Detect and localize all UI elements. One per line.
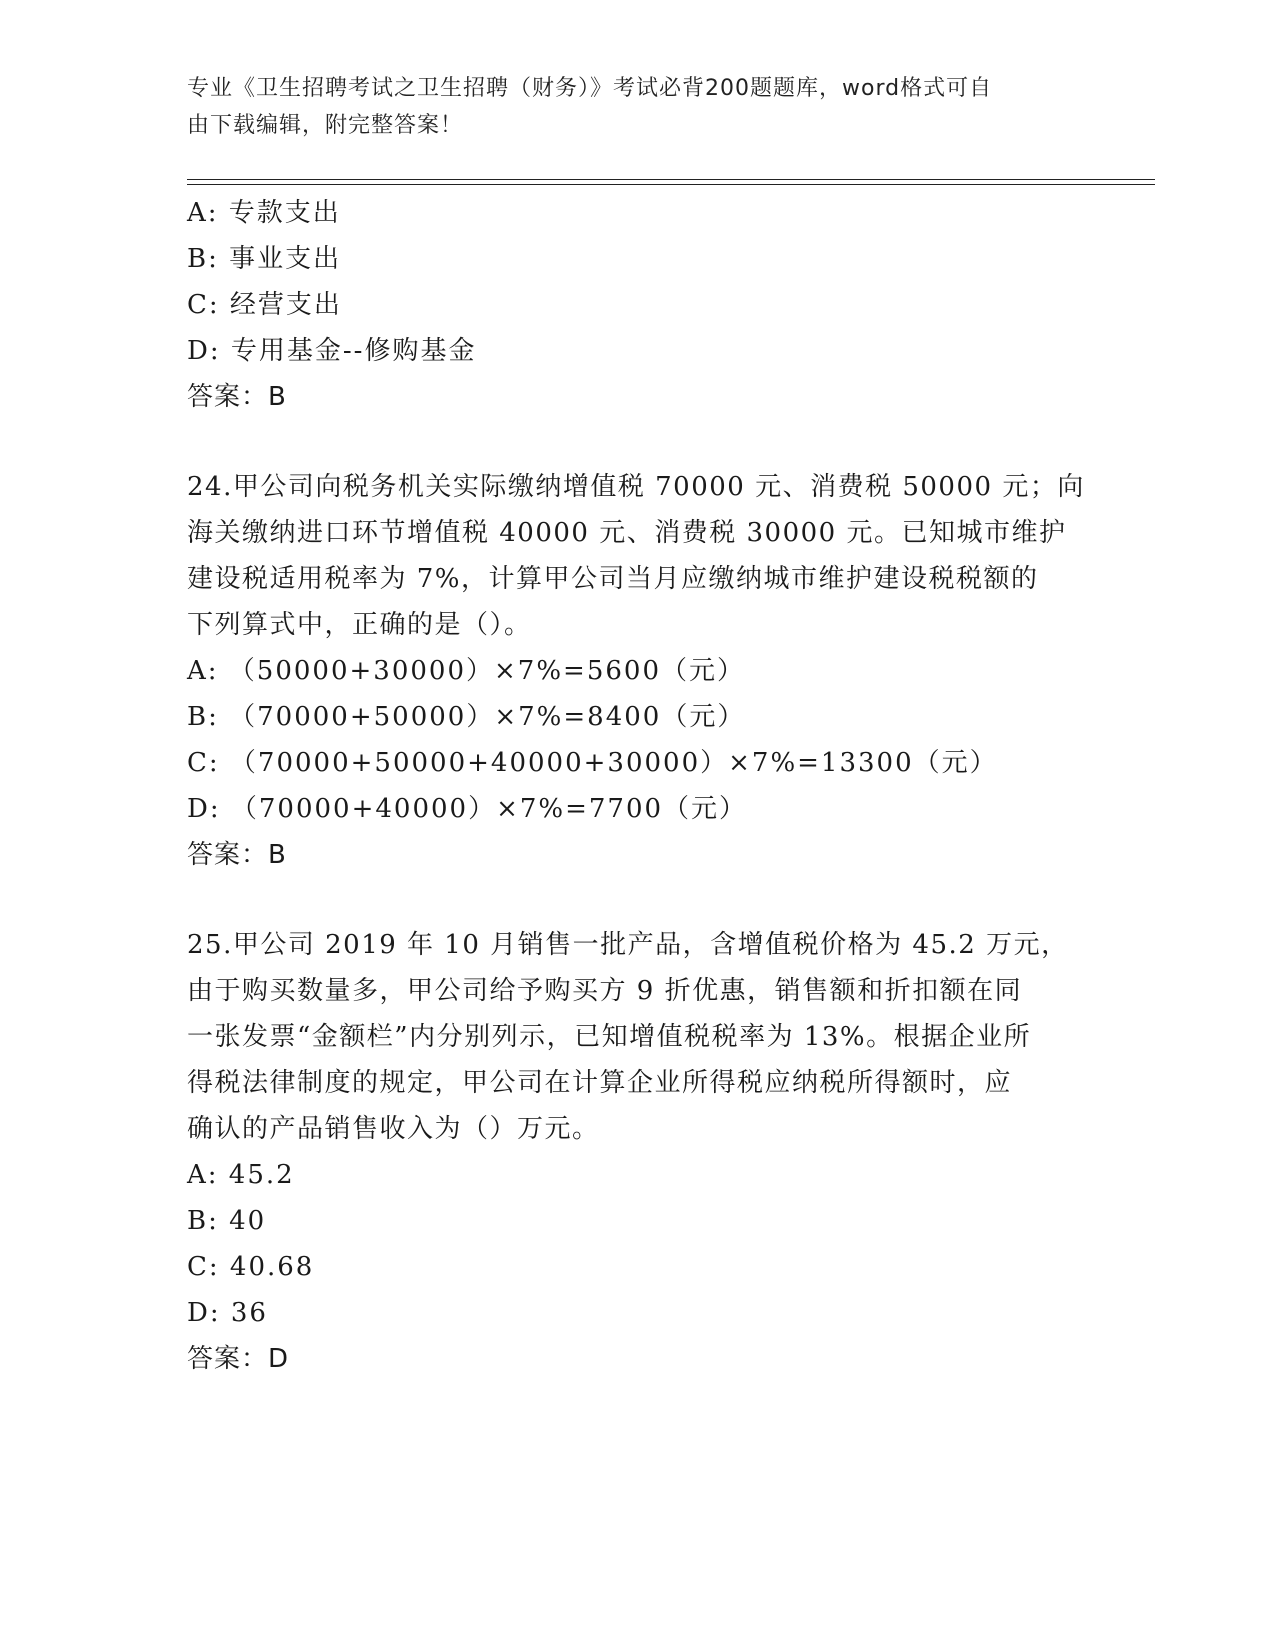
question-24-block [187, 464, 1087, 878]
document-header [187, 70, 1067, 144]
option-b: B: 40 [187, 1206, 267, 1236]
answer-line: 答案：D [187, 1344, 290, 1374]
option-a: A: 45.2 [187, 1160, 295, 1190]
option-d: D: 专用基金--修购基金 [187, 336, 477, 366]
header-line-1: 专业《卫生招聘考试之卫生招聘（财务）》考试必背200题题库，word格式可自 [187, 76, 993, 101]
question-line: 得税法律制度的规定，甲公司在计算企业所得税应纳税所得额时，应 [187, 1068, 1013, 1098]
question-line: 24.甲公司向税务机关实际缴纳增值税 70000 元、消费税 50000 元；向 [187, 472, 1085, 502]
question-line: 一张发票“金额栏”内分别列示，已知增值税税率为 13%。根据企业所 [187, 1022, 1032, 1052]
question-line: 海关缴纳进口环节增值税 40000 元、消费税 30000 元。已知城市维护 [187, 518, 1067, 548]
option-d: D: 36 [187, 1298, 268, 1328]
question-line: 下列算式中，正确的是（）。 [187, 610, 532, 640]
question-25-block [187, 922, 1087, 1382]
option-a: A: （50000+30000）×7%=5600（元） [187, 656, 745, 686]
option-c: C: 经营支出 [187, 290, 342, 320]
header-line-2: 由下载编辑，附完整答案！ [187, 113, 464, 138]
option-a: A: 专款支出 [187, 198, 341, 228]
question-24-text [187, 464, 1087, 648]
question-line: 25.甲公司 2019 年 10 月销售一批产品，含增值税价格为 45.2 万元， [187, 930, 1069, 960]
question-line: 确认的产品销售收入为（）万元。 [187, 1114, 600, 1144]
document-body [187, 190, 1087, 1382]
option-d: D: （70000+40000）×7%=7700（元） [187, 794, 748, 824]
question-line: 由于购买数量多，甲公司给予购买方 9 折优惠，销售额和折扣额在同 [187, 976, 1023, 1006]
question-25-text [187, 922, 1087, 1152]
option-b: B: （70000+50000）×7%=8400（元） [187, 702, 746, 732]
option-c: C: 40.68 [187, 1252, 315, 1282]
option-c: C: （70000+50000+40000+30000）×7%=13300（元） [187, 748, 998, 778]
answer-line: 答案：B [187, 840, 287, 870]
question-23-block [187, 190, 1087, 420]
header-rule-bottom [187, 184, 1155, 185]
answer-line: 答案：B [187, 382, 287, 412]
option-b: B: 事业支出 [187, 244, 342, 274]
header-rule-top [187, 179, 1155, 180]
question-line: 建设税适用税率为 7%，计算甲公司当月应缴纳城市维护建设税税额的 [187, 564, 1039, 594]
